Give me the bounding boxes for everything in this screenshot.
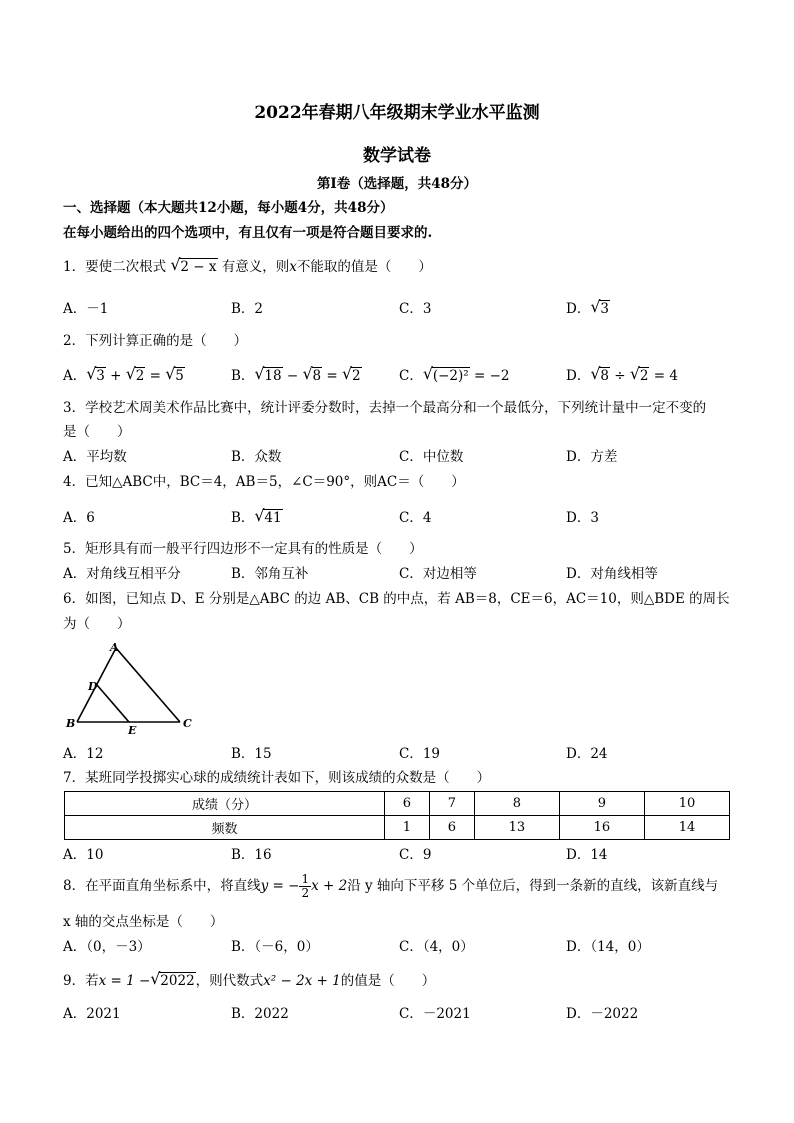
q5-option-d: D．对角线相等 xyxy=(566,566,658,582)
q7-option-d: D．14 xyxy=(566,847,608,863)
q1-option-c: C．3 xyxy=(399,301,432,317)
question-6-stem-line2: 为（ ） xyxy=(63,616,131,632)
table-cell: 13 xyxy=(474,816,559,840)
question-8-stem-line1 xyxy=(63,871,718,901)
question-4-stem: 4．已知△ABC中，BC＝4，AB＝5，∠C＝90°，则AC＝（ ） xyxy=(63,474,465,490)
exam-title: 2022年春期八年级期末学业水平监测 xyxy=(254,103,540,123)
q9-option-d: D．－2022 xyxy=(566,1006,639,1022)
q8-fraction: $\frac{1}{2}$ xyxy=(301,872,310,900)
q4-option-c: C．4 xyxy=(399,510,432,526)
question-2-stem: 2．下列计算正确的是（ ） xyxy=(63,333,248,349)
table-cell: 6 xyxy=(384,792,429,816)
q1-text-post: 不能取的值是（ ） xyxy=(296,259,432,275)
q3-option-c: C．中位数 xyxy=(399,449,464,465)
q4-option-d: D．3 xyxy=(566,510,599,526)
q7-option-b: B．16 xyxy=(231,847,272,863)
q1-option-d-radicand: 3 xyxy=(600,301,609,317)
q4-option-b: B． √ 41 xyxy=(231,506,282,526)
q9-text-mid: ，则代数式 xyxy=(195,973,264,989)
q2-option-d: D． √ 8 ÷ √ 2 = 4 xyxy=(566,364,678,384)
exam-subject: 数学试卷 xyxy=(363,146,431,166)
q2-option-a: A． √ 3 + √ 2 = √ 5 xyxy=(63,364,184,384)
q7-option-a: A．10 xyxy=(63,847,104,863)
q6-option-d: D．24 xyxy=(566,746,608,762)
q8-option-c: C．（4，0） xyxy=(399,939,474,955)
label-b: B xyxy=(66,717,76,730)
question-6-stem-line1: 6．如图，已知点 D、E 分别是△ABC 的边 AB、CB 的中点，若 AB＝8，CE＝6，AC＝10，则△BDE 的周长 xyxy=(63,591,730,607)
q6-option-b: B．15 xyxy=(231,746,272,762)
question-8-stem-line2: x 轴的交点坐标是（ ） xyxy=(63,914,224,930)
table-row xyxy=(65,816,730,840)
q8-option-b: B．（－6，0） xyxy=(231,939,319,955)
section-instruction: 在每小题给出的四个选项中，有且仅有一项是符合题目要求的. xyxy=(63,225,433,241)
table-cell: 6 xyxy=(429,816,474,840)
q9-radicand: 2022 xyxy=(160,973,195,989)
q6-option-c: C．19 xyxy=(399,746,441,762)
q9-option-c: C．－2021 xyxy=(399,1006,471,1022)
q2-option-b: B． √ 18 − √ 8 = √ 2 xyxy=(231,364,361,384)
volume-heading: 第Ⅰ卷（选择题，共48分） xyxy=(316,176,478,192)
q5-option-a: A．对角线互相平分 xyxy=(63,566,181,582)
table-cell: 8 xyxy=(474,792,559,816)
q1-radicand: 2 − x xyxy=(180,259,217,275)
question-3-stem-line2: 是（ ） xyxy=(63,424,131,440)
q1-var: x xyxy=(289,259,297,275)
q3-option-d: D．方差 xyxy=(566,449,618,465)
q8-option-d: D．（14，0） xyxy=(566,939,650,955)
q2-option-c: C． √ (−2)² = −2 xyxy=(399,364,510,384)
question-9-stem: 9．若x = 1 − √ 2022，则代数式x² − 2x + 1的值是（ ） xyxy=(63,969,436,989)
label-e: E xyxy=(128,724,137,737)
q8-text-post: 沿 y 轴向下平移 5 个单位后，得到一条新的直线，该新直线与 xyxy=(347,878,719,894)
q8-eq-lhs: y = − xyxy=(260,878,300,894)
q9-option-a: A．2021 xyxy=(63,1006,121,1022)
question-1-stem xyxy=(63,255,432,276)
q9-expression: x² − 2x + 1 xyxy=(263,973,341,989)
q9-option-b: B．2022 xyxy=(231,1006,289,1022)
q8-text-pre: 8．在平面直角坐标系中，将直线 xyxy=(63,878,261,894)
table-cell: 7 xyxy=(429,792,474,816)
question-3-stem-line1: 3．学校艺术周美术作品比赛中，统计评委分数时，去掉一个最高分和一个最低分，下列统计量中一定不变的 xyxy=(63,400,707,416)
question-5-stem: 5．矩形具有而一般平行四边形不一定具有的性质是（ ） xyxy=(63,541,423,557)
section-heading: 一、选择题（本大题共12小题，每小题4分，共48分） xyxy=(63,200,394,216)
q9-eq: x = 1 − xyxy=(98,973,151,989)
q9-text-pre: 9．若 xyxy=(63,973,99,989)
q5-option-b: B．邻角互补 xyxy=(231,566,309,582)
label-d: D xyxy=(88,680,98,693)
table-cell: 10 xyxy=(644,792,729,816)
q3-option-a: A．平均数 xyxy=(63,449,127,465)
table-row xyxy=(65,792,730,816)
label-c: C xyxy=(183,717,192,730)
q9-text-post: 的值是（ ） xyxy=(340,973,436,989)
q1-radical: √ 2 − x xyxy=(170,255,217,275)
q1-text-pre: 1．要使二次根式 xyxy=(63,259,167,275)
score-frequency-table xyxy=(64,791,730,840)
q4-option-a: A．6 xyxy=(63,510,95,526)
table-cell: 16 xyxy=(559,816,644,840)
segment-de xyxy=(97,685,129,722)
question-7-stem: 7．某班同学投掷实心球的成绩统计表如下，则该成绩的众数是（ ） xyxy=(63,770,491,786)
table-cell: 1 xyxy=(384,816,429,840)
q1-text-mid: 有意义，则 xyxy=(221,259,290,275)
q1-option-d: D． √ 3 xyxy=(566,297,609,317)
q8-option-a: A．（0，－3） xyxy=(63,939,151,955)
triangle-figure xyxy=(60,640,210,740)
label-a: A xyxy=(110,641,119,654)
q3-option-b: B．众数 xyxy=(231,449,282,465)
q1-option-d-label: D． xyxy=(566,301,591,317)
q7-option-c: C．9 xyxy=(399,847,432,863)
q1-option-b: B．2 xyxy=(231,301,264,317)
table-header-score: 成绩（分） xyxy=(65,792,385,816)
q6-option-a: A．12 xyxy=(63,746,104,762)
q1-option-a: A．－1 xyxy=(63,301,109,317)
table-cell: 14 xyxy=(644,816,729,840)
table-header-frequency: 频数 xyxy=(65,816,385,840)
table-cell: 9 xyxy=(559,792,644,816)
edge-ac xyxy=(116,648,180,722)
q8-eq-rhs: x + 2 xyxy=(311,878,348,894)
q5-option-c: C．对边相等 xyxy=(399,566,477,582)
